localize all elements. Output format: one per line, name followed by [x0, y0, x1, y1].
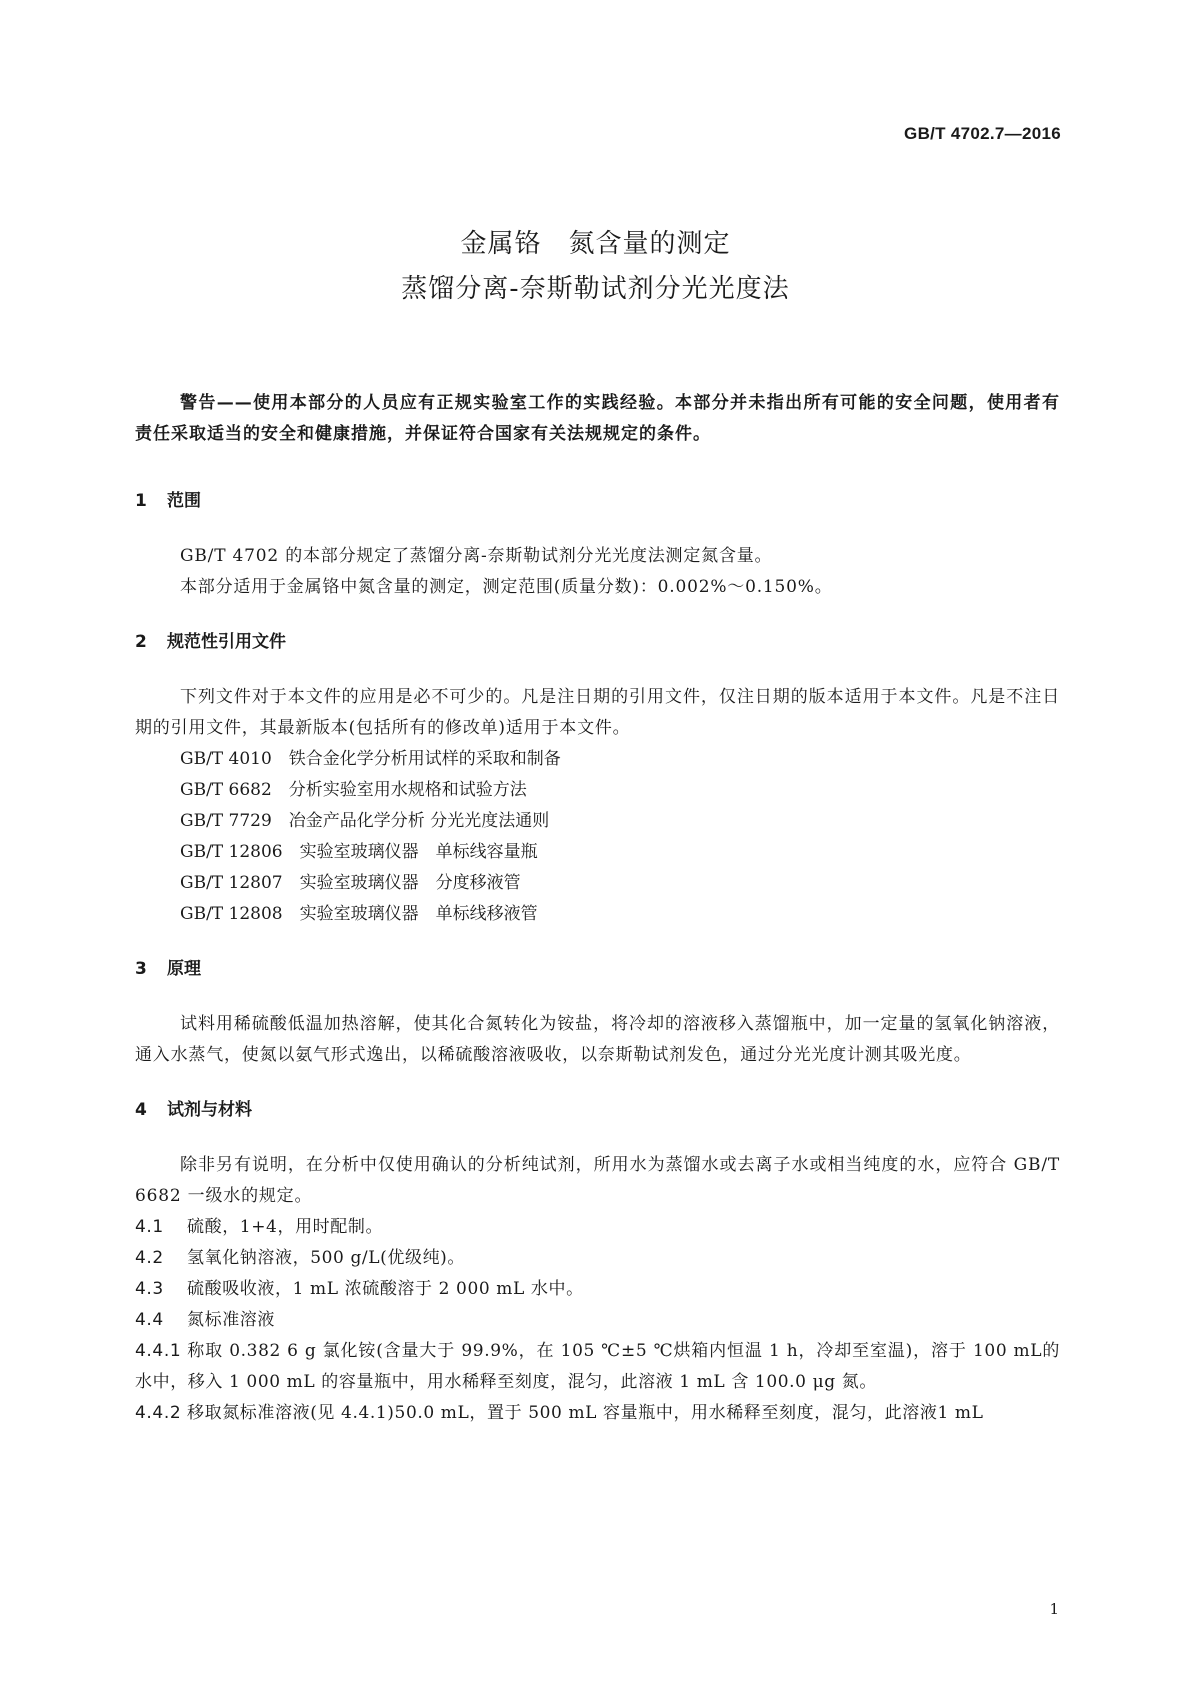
- clause-text: 移取氮标准溶液(见 4.4.1)50.0 mL，置于 500 mL 容量瓶中，用水稀释至刻度，混匀，此溶液1 mL: [187, 1403, 984, 1423]
- clause-number: 4.3: [135, 1279, 164, 1299]
- page-number: 1: [1049, 1600, 1059, 1618]
- clause-number: 4.4.2: [135, 1403, 182, 1423]
- section-title: 范围: [167, 491, 201, 511]
- clause: [135, 1243, 1060, 1274]
- section-2-heading: [135, 627, 1060, 658]
- section-title: 试剂与材料: [167, 1100, 252, 1120]
- section-title: 规范性引用文件: [167, 632, 286, 652]
- section-number: 1: [135, 491, 147, 511]
- paragraph: 下列文件对于本文件的应用是必不可少的。凡是注日期的引用文件，仅注日期的版本适用于本文件。凡是不注日期的引用文件，其最新版本(包括所有的修改单)适用于本文件。: [135, 687, 1060, 738]
- section-1-heading: [135, 486, 1060, 517]
- reference-item: GB/T 12808 实验室玻璃仪器 单标线移液管: [180, 904, 538, 924]
- paragraph: 试料用稀硫酸低温加热溶解，使其化合氮转化为铵盐，将冷却的溶液移入蒸馏瓶中，加一定量的氢氧化钠溶液，通入水蒸气，使氮以氨气形式逸出，以稀硫酸溶液吸收，以奈斯勒试剂发色，通过分光光度计测其吸光度。: [135, 1014, 1060, 1065]
- reference-item: GB/T 12806 实验室玻璃仪器 单标线容量瓶: [180, 842, 538, 862]
- reference-item: GB/T 4010 铁合金化学分析用试样的采取和制备: [180, 749, 561, 769]
- clause-text: 称取 0.382 6 g 氯化铵(含量大于 99.9%，在 105 ℃±5 ℃烘箱内恒温 1 h，冷却至室温)，溶于 100 mL的水中，移入 1 000 mL 的容量瓶中，用水稀释至刻度，混匀，此溶液 1 mL 含 100.0 μg 氮。: [135, 1341, 1060, 1392]
- section-number: 3: [135, 959, 147, 979]
- document-body: [135, 388, 1060, 1429]
- title-line-1: 金属铬 氮含量的测定: [460, 229, 731, 259]
- clause-number: 4.4: [135, 1310, 164, 1330]
- safety-warning: 警告——使用本部分的人员应有正规实验室工作的实践经验。本部分并未指出所有可能的安全问题，使用者有责任采取适当的安全和健康措施，并保证符合国家有关法规规定的条件。: [135, 393, 1060, 444]
- clause-text: 氢氧化钠溶液，500 g/L(优级纯)。: [187, 1248, 466, 1268]
- paragraph: GB/T 4702 的本部分规定了蒸馏分离-奈斯勒试剂分光光度法测定氮含量。: [180, 546, 773, 566]
- paragraph: 除非另有说明，在分析中仅使用确认的分析纯试剂，所用水为蒸馏水或去离子水或相当纯度的水，应符合 GB/T 6682 一级水的规定。: [135, 1155, 1060, 1206]
- clause: [135, 1274, 1060, 1305]
- reference-item: GB/T 6682 分析实验室用水规格和试验方法: [180, 780, 527, 800]
- paragraph: 本部分适用于金属铬中氮含量的测定，测定范围(质量分数)：0.002%～0.150%。: [180, 577, 833, 597]
- title-line-2: 蒸馏分离-奈斯勒试剂分光光度法: [401, 274, 790, 304]
- section-number: 2: [135, 632, 147, 652]
- clause-text: 硫酸，1+4，用时配制。: [187, 1217, 384, 1237]
- section-3-heading: [135, 954, 1060, 985]
- section-number: 4: [135, 1100, 147, 1120]
- reference-item: GB/T 7729 冶金产品化学分析 分光光度法通则: [180, 811, 550, 831]
- clause-number: 4.4.1: [135, 1341, 182, 1361]
- standard-code: GB/T 4702.7—2016: [904, 124, 1061, 143]
- clause-number: 4.1: [135, 1217, 164, 1237]
- clause: [135, 1305, 1060, 1336]
- clause-text: 硫酸吸收液，1 mL 浓硫酸溶于 2 000 mL 水中。: [187, 1279, 584, 1299]
- clause: [135, 1212, 1060, 1243]
- document-title: [0, 222, 1191, 312]
- clause-number: 4.2: [135, 1248, 164, 1268]
- reference-item: GB/T 12807 实验室玻璃仪器 分度移液管: [180, 873, 521, 893]
- section-4-heading: [135, 1095, 1060, 1126]
- clause: [135, 1336, 1060, 1398]
- section-title: 原理: [167, 959, 201, 979]
- clause: [135, 1398, 1060, 1429]
- clause-text: 氮标准溶液: [187, 1310, 275, 1330]
